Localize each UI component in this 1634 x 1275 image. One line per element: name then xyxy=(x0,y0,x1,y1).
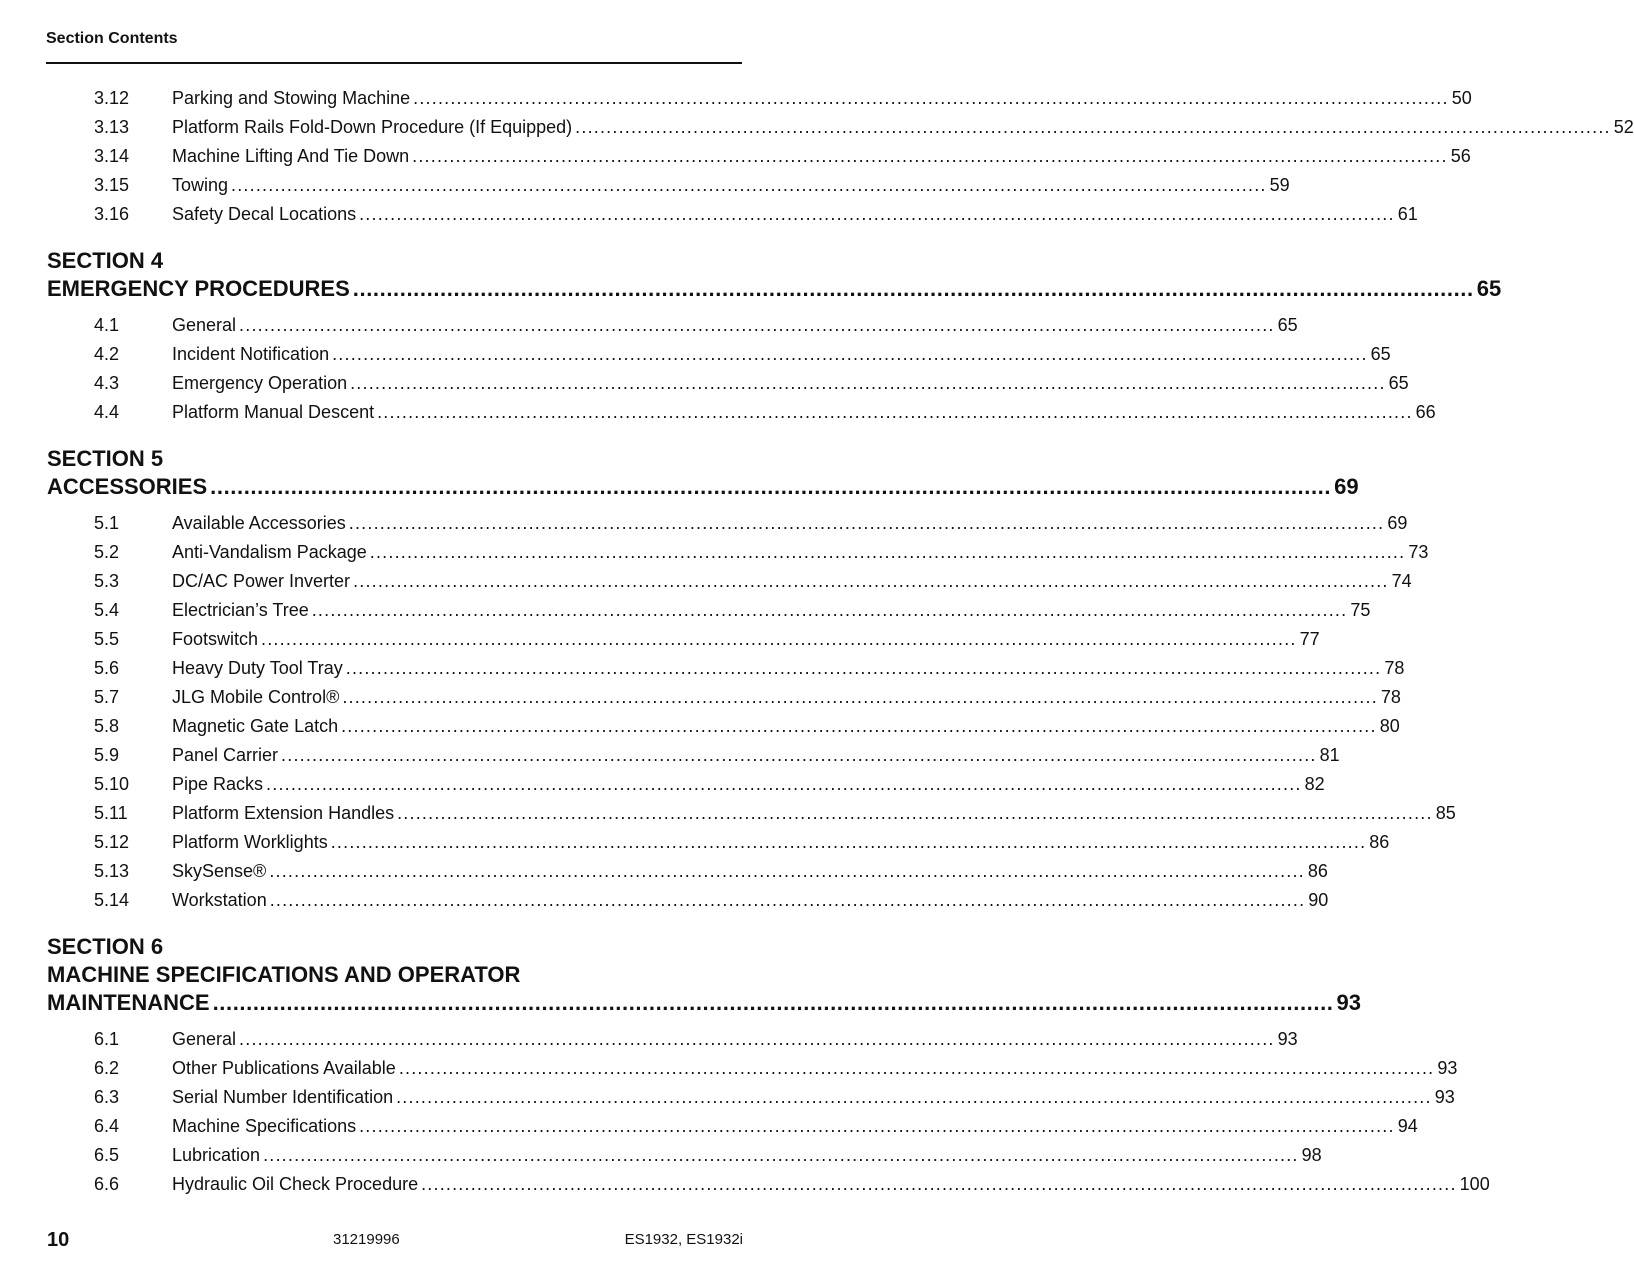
section-heading[interactable] xyxy=(0,445,1359,501)
toc-entry-title: Serial Number Identification xyxy=(172,1087,394,1107)
toc-entry[interactable] xyxy=(0,1025,1298,1054)
toc-entry-number: 5.1 xyxy=(94,513,120,533)
toc-entry-page: 100 xyxy=(1459,1174,1490,1194)
toc-entry-page: 73 xyxy=(1408,542,1429,562)
toc-entry-line xyxy=(172,311,1298,340)
toc-dot-leader: ....................................................................................................................................................................... xyxy=(421,1174,1457,1194)
toc-entry-page: 80 xyxy=(1379,716,1400,736)
toc-entry-page: 81 xyxy=(1319,745,1340,765)
toc-entry-title: Available Accessories xyxy=(172,513,346,533)
toc-entry-number: 5.12 xyxy=(94,832,130,852)
toc-dot-leader: ....................................................................................................................................................................... xyxy=(359,204,1395,224)
toc-entry-line xyxy=(172,369,1409,398)
toc-entry-page: 52 xyxy=(1613,117,1634,137)
toc-entry-number: 6.4 xyxy=(94,1116,120,1136)
toc-entry-title: SkySense® xyxy=(172,861,267,881)
toc-entry-title: Platform Extension Handles xyxy=(172,803,395,823)
toc-dot-leader: ....................................................................................................................................................................... xyxy=(377,402,1413,422)
toc-dot-leader: ....................................................................................................................................................................... xyxy=(239,315,1275,335)
toc-dot-leader: ....................................................................................................................................................................... xyxy=(332,344,1368,364)
section-heading[interactable] xyxy=(0,933,1362,1017)
toc-entry-line xyxy=(172,712,1400,741)
toc-entry-title: Anti-Vandalism Package xyxy=(172,542,367,562)
toc-entry-line xyxy=(172,857,1328,886)
toc-dot-leader: ....................................................................................................................................................................... xyxy=(269,890,1306,910)
toc-entry-page: 65 xyxy=(1277,315,1298,335)
toc-entry-number: 4.2 xyxy=(94,344,120,364)
toc-entry-title: General xyxy=(172,315,237,335)
toc-entry-title: Machine Specifications xyxy=(172,1116,357,1136)
toc-dot-leader: ....................................................................................................................................................................... xyxy=(342,687,1378,707)
toc-entry-number: 5.8 xyxy=(94,716,120,736)
toc-entry-line xyxy=(172,654,1405,683)
toc-dot-leader: ....................................................................................................................................................................... xyxy=(345,658,1382,678)
toc-dot-leader: ....................................................................................................................................................................... xyxy=(575,117,1611,137)
toc-entry-line xyxy=(172,398,1436,427)
toc-entry-page: 50 xyxy=(1451,88,1472,108)
toc-entry-line xyxy=(172,567,1412,596)
section-spacer xyxy=(0,915,825,933)
toc-entry[interactable] xyxy=(0,171,1290,200)
toc-entry-title: Machine Lifting And Tie Down xyxy=(172,146,410,166)
section-spacer xyxy=(0,1017,825,1025)
toc-entry-title: Heavy Duty Tool Tray xyxy=(172,658,343,678)
toc-entry[interactable] xyxy=(0,1054,1458,1083)
toc-entry-title: Pipe Racks xyxy=(172,774,264,794)
toc-dot-leader: ....................................................................................................................................................................... xyxy=(398,1058,1435,1078)
toc-entry-title: Electrician’s Tree xyxy=(172,600,309,620)
toc-dot-leader: ....................................................................................................................................................................... xyxy=(239,1029,1275,1049)
toc-entry-line xyxy=(172,142,1471,171)
toc-entry[interactable] xyxy=(0,200,1418,229)
toc-entry-title: Towing xyxy=(172,175,229,195)
toc-entry-number: 5.9 xyxy=(94,745,120,765)
toc-entry-line xyxy=(172,340,1391,369)
toc-entry-line xyxy=(172,1170,1490,1199)
section-page: 65 xyxy=(1476,276,1502,301)
toc-dot-leader: ....................................................................................................................................................................... xyxy=(281,745,1317,765)
toc-entry-page: 65 xyxy=(1370,344,1391,364)
toc-dot-leader: ....................................................................................................................................................................... xyxy=(341,716,1377,736)
toc-entry-page: 85 xyxy=(1435,803,1456,823)
toc-entry-number: 3.16 xyxy=(94,204,130,224)
toc-entry-title: Workstation xyxy=(172,890,267,910)
toc-entry-title: JLG Mobile Control® xyxy=(172,687,340,707)
section-heading-title-line xyxy=(47,275,1502,303)
toc-entry-title: Emergency Operation xyxy=(172,373,348,393)
toc-dot-leader: ....................................................................................................................................................................... xyxy=(396,1087,1432,1107)
toc-entry-line xyxy=(172,596,1371,625)
toc-entry[interactable] xyxy=(0,369,1409,398)
section-spacer xyxy=(0,501,825,509)
toc-dot-leader: ....................................................................................................................................................................... xyxy=(369,542,1406,562)
toc-entry-page: 93 xyxy=(1437,1058,1458,1078)
toc-entry-page: 98 xyxy=(1301,1145,1322,1165)
section-heading-title-line xyxy=(47,989,1362,1017)
section-heading-line: SECTION 6 xyxy=(47,934,164,959)
toc-entry-page: 82 xyxy=(1304,774,1325,794)
toc-entry-page: 61 xyxy=(1397,204,1418,224)
toc-entry-line xyxy=(172,1112,1418,1141)
toc-entry[interactable] xyxy=(0,1083,1455,1112)
section-title: MAINTENANCE xyxy=(47,990,210,1015)
section-dot-leader: ....................................................................................................................................................................... xyxy=(212,990,1334,1015)
footer-page-number: 10 xyxy=(47,1229,70,1251)
toc-entry-title: Platform Worklights xyxy=(172,832,328,852)
toc-entry-number: 5.11 xyxy=(94,803,128,823)
toc-entry[interactable] xyxy=(0,398,1436,427)
toc-entry[interactable] xyxy=(0,340,1391,369)
section-title: EMERGENCY PROCEDURES xyxy=(47,276,350,301)
toc-entry-page: 75 xyxy=(1350,600,1371,620)
toc-entry-number: 5.4 xyxy=(94,600,120,620)
toc-entry-number: 5.3 xyxy=(94,571,120,591)
toc-entry-page: 77 xyxy=(1299,629,1320,649)
toc-entry-line xyxy=(172,683,1401,712)
toc-entry[interactable] xyxy=(0,625,1320,654)
toc-entry-number: 5.14 xyxy=(94,890,130,910)
toc-entry-number: 5.7 xyxy=(94,687,120,707)
toc-entry-line xyxy=(172,1025,1298,1054)
toc-dot-leader: ....................................................................................................................................................................... xyxy=(359,1116,1395,1136)
toc-entry-number: 3.15 xyxy=(94,175,130,195)
section-heading-title-line xyxy=(47,473,1359,501)
toc-entry-number: 6.1 xyxy=(94,1029,120,1049)
toc-entry-page: 66 xyxy=(1415,402,1436,422)
toc-entry-number: 3.14 xyxy=(94,146,130,166)
toc-entry[interactable] xyxy=(0,311,1298,340)
section-page: 69 xyxy=(1334,474,1359,499)
toc-entry-title: General xyxy=(172,1029,237,1049)
toc-entry-page: 74 xyxy=(1391,571,1412,591)
toc-entry[interactable] xyxy=(0,683,1401,712)
toc-entry-page: 93 xyxy=(1277,1029,1298,1049)
toc-entry-line xyxy=(172,1141,1322,1170)
toc-entry-number: 5.13 xyxy=(94,861,130,881)
toc-entry[interactable] xyxy=(0,538,1429,567)
toc-entry-page: 86 xyxy=(1369,832,1390,852)
toc-entry[interactable] xyxy=(0,828,1390,857)
section-heading-line: SECTION 4 xyxy=(47,248,164,273)
toc-entry-line xyxy=(172,509,1408,538)
toc-dot-leader: ....................................................................................................................................................................... xyxy=(263,1145,1299,1165)
toc-entry-line xyxy=(172,828,1390,857)
toc-entry-number: 6.2 xyxy=(94,1058,120,1078)
toc-entry[interactable] xyxy=(0,712,1400,741)
table-of-contents xyxy=(0,84,1634,1199)
toc-entry-line xyxy=(172,200,1418,229)
toc-entry-number: 4.4 xyxy=(94,402,120,422)
toc-dot-leader: ....................................................................................................................................................................... xyxy=(348,513,1385,533)
toc-entry-line xyxy=(172,1054,1458,1083)
page-footer xyxy=(0,1228,825,1252)
toc-entry-page: 69 xyxy=(1387,513,1408,533)
section-title: ACCESSORIES xyxy=(47,474,208,499)
toc-entry[interactable] xyxy=(0,1170,1490,1199)
section-heading[interactable] xyxy=(0,247,1502,303)
toc-dot-leader: ....................................................................................................................................................................... xyxy=(412,146,1448,166)
toc-entry[interactable] xyxy=(0,596,1371,625)
toc-entry[interactable] xyxy=(0,113,1634,142)
toc-entry-number: 4.1 xyxy=(94,315,120,335)
toc-entry-title: Hydraulic Oil Check Procedure xyxy=(172,1174,419,1194)
toc-entry[interactable] xyxy=(0,142,1471,171)
toc-dot-leader: ....................................................................................................................................................................... xyxy=(413,88,1449,108)
toc-entry-page: 78 xyxy=(1384,658,1405,678)
toc-entry-title: Safety Decal Locations xyxy=(172,204,357,224)
toc-entry-title: DC/AC Power Inverter xyxy=(172,571,351,591)
toc-entry-number: 5.5 xyxy=(94,629,120,649)
toc-entry[interactable] xyxy=(0,770,1325,799)
section-dot-leader: ....................................................................................................................................................................... xyxy=(210,474,1332,499)
section-spacer xyxy=(0,303,825,311)
page-header xyxy=(46,28,742,64)
toc-dot-leader: ....................................................................................................................................................................... xyxy=(330,832,1367,852)
toc-entry-title: Incident Notification xyxy=(172,344,330,364)
footer-model-names: ES1932, ES1932i xyxy=(624,1231,743,1248)
toc-entry-line xyxy=(172,84,1472,113)
toc-entry-title: Other Publications Available xyxy=(172,1058,396,1078)
toc-entry-page: 86 xyxy=(1307,861,1328,881)
toc-dot-leader: ....................................................................................................................................................................... xyxy=(231,175,1267,195)
toc-entry-line xyxy=(172,799,1456,828)
toc-entry[interactable] xyxy=(0,567,1412,596)
toc-entry-page: 65 xyxy=(1388,373,1409,393)
toc-entry-number: 6.6 xyxy=(94,1174,120,1194)
toc-entry[interactable] xyxy=(0,886,1329,915)
toc-entry[interactable] xyxy=(0,741,1340,770)
footer-document-number: 31219996 xyxy=(333,1231,400,1248)
toc-entry[interactable] xyxy=(0,1141,1322,1170)
toc-entry-line xyxy=(172,538,1429,567)
page-header-title: Section Contents xyxy=(46,30,178,47)
section-dot-leader: ....................................................................................................................................................................... xyxy=(352,276,1474,301)
toc-dot-leader: ....................................................................................................................................................................... xyxy=(353,571,1389,591)
toc-entry-line xyxy=(172,886,1329,915)
toc-entry-page: 56 xyxy=(1450,146,1471,166)
toc-entry-line xyxy=(172,741,1340,770)
toc-entry-title: Lubrication xyxy=(172,1145,261,1165)
toc-entry-title: Panel Carrier xyxy=(172,745,279,765)
toc-dot-leader: ....................................................................................................................................................................... xyxy=(311,600,1348,620)
toc-entry-title: Platform Manual Descent xyxy=(172,402,375,422)
toc-entry-number: 3.13 xyxy=(94,117,130,137)
toc-entry-line xyxy=(172,1083,1455,1112)
toc-entry[interactable] xyxy=(0,799,1456,828)
toc-dot-leader: ....................................................................................................................................................................... xyxy=(397,803,1433,823)
toc-entry-line xyxy=(172,113,1634,142)
toc-entry-line xyxy=(172,171,1290,200)
toc-entry-title: Platform Rails Fold-Down Procedure (If Equipped) xyxy=(172,117,573,137)
toc-entry[interactable] xyxy=(0,857,1328,886)
toc-entry-number: 4.3 xyxy=(94,373,120,393)
toc-entry-number: 5.2 xyxy=(94,542,120,562)
toc-entry-number: 5.6 xyxy=(94,658,120,678)
toc-entry-number: 5.10 xyxy=(94,774,130,794)
toc-entry[interactable] xyxy=(0,1112,1418,1141)
toc-entry-title: Parking and Stowing Machine xyxy=(172,88,411,108)
toc-entry-page: 94 xyxy=(1397,1116,1418,1136)
section-heading-line: MACHINE SPECIFICATIONS AND OPERATOR xyxy=(47,962,521,987)
toc-entry-title: Footswitch xyxy=(172,629,259,649)
toc-entry-number: 6.5 xyxy=(94,1145,120,1165)
toc-entry-page: 93 xyxy=(1434,1087,1455,1107)
toc-dot-leader: ....................................................................................................................................................................... xyxy=(350,373,1386,393)
toc-entry-number: 6.3 xyxy=(94,1087,120,1107)
toc-entry-page: 90 xyxy=(1308,890,1329,910)
toc-entry[interactable] xyxy=(0,654,1405,683)
toc-entry-line xyxy=(172,770,1325,799)
toc-entry-line xyxy=(172,625,1320,654)
section-spacer xyxy=(0,427,825,445)
toc-entry-number: 3.12 xyxy=(94,88,130,108)
toc-entry[interactable] xyxy=(0,84,1472,113)
section-page: 93 xyxy=(1336,990,1362,1015)
toc-dot-leader: ....................................................................................................................................................................... xyxy=(261,629,1297,649)
toc-entry-page: 59 xyxy=(1269,175,1290,195)
toc-dot-leader: ....................................................................................................................................................................... xyxy=(266,774,1302,794)
toc-entry[interactable] xyxy=(0,509,1408,538)
toc-entry-page: 78 xyxy=(1380,687,1401,707)
section-heading-line: SECTION 5 xyxy=(47,446,164,471)
toc-dot-leader: ....................................................................................................................................................................... xyxy=(269,861,1305,881)
toc-entry-title: Magnetic Gate Latch xyxy=(172,716,339,736)
section-spacer xyxy=(0,229,825,247)
